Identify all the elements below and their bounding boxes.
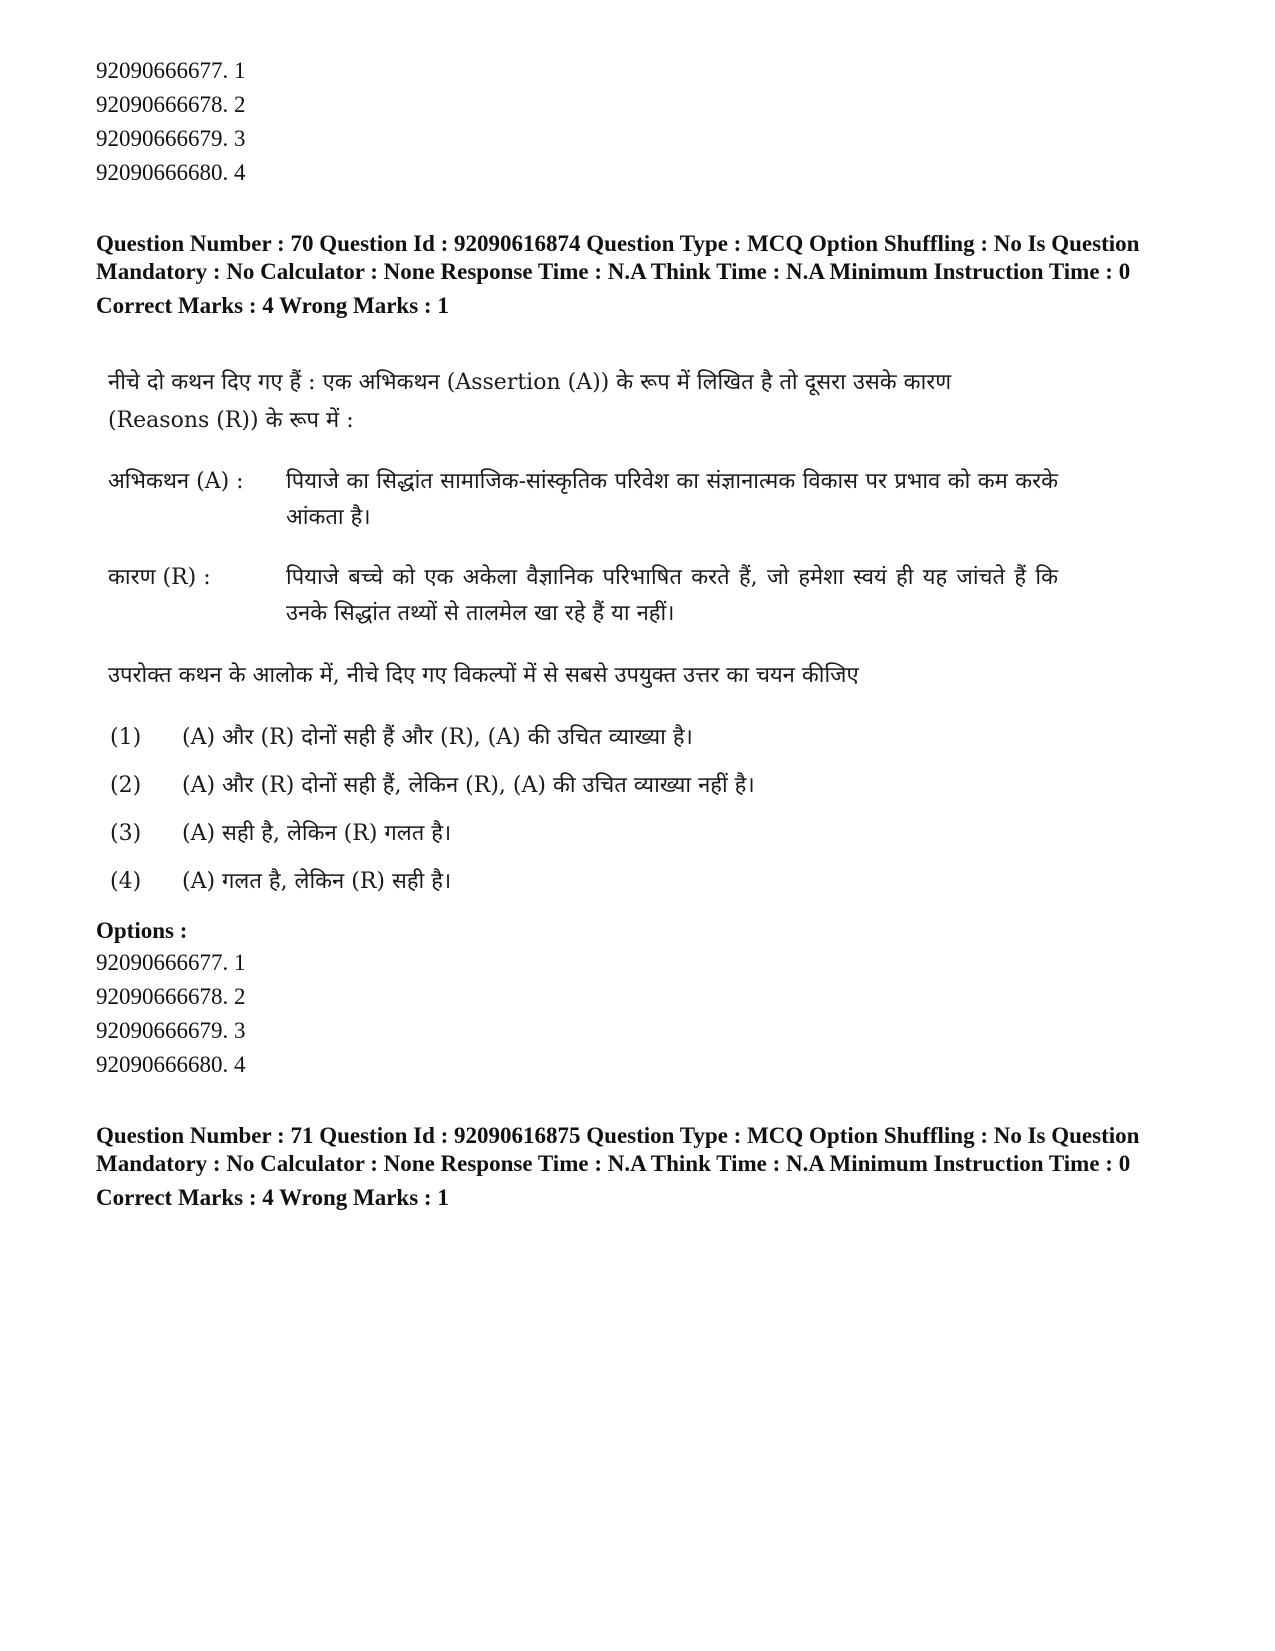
answer-choice bbox=[108, 858, 1058, 906]
choice-text: (A) सही है, लेकिन (R) गलत है। bbox=[182, 821, 452, 846]
option-item: 92090666677. 1 bbox=[96, 950, 246, 975]
option-item: 92090666677. 1 bbox=[96, 58, 246, 83]
reason-statement bbox=[108, 560, 1058, 632]
choice-number: (2) bbox=[110, 773, 142, 798]
choice-number: (3) bbox=[110, 821, 142, 846]
answer-choice bbox=[108, 714, 1058, 762]
choice-text: (A) गलत है, लेकिन (R) सही है। bbox=[182, 869, 452, 894]
assertion-statement bbox=[108, 464, 1058, 536]
question-70-options bbox=[96, 946, 246, 1082]
previous-options-list bbox=[96, 54, 246, 190]
question-meta: Question Number : 71 Question Id : 92090616875 Question Type : MCQ Option Shuffling : No Is Question Mandatory : No Calculator : None Response Time : N.A Think Time : N.A Minimum Instruction Time : 0 bbox=[96, 1123, 1140, 1176]
assertion-text: पियाजे का सिद्धांत सामाजिक-सांस्कृतिक परिवेश का संज्ञानात्मक विकास पर प्रभाव को कम करके आंकता है। bbox=[286, 469, 1058, 530]
question-meta: Question Number : 70 Question Id : 92090616874 Question Type : MCQ Option Shuffling : No Is Question Mandatory : No Calculator : None Response Time : N.A Think Time : N.A Minimum Instruction Time : 0 bbox=[96, 231, 1140, 284]
question-instruction: उपरोक्त कथन के आलोक में, नीचे दिए गए विकल्पों में से सबसे उपयुक्त उत्तर का चयन कीजिए bbox=[108, 663, 859, 688]
choice-text: (A) और (R) दोनों सही हैं, लेकिन (R), (A) की उचित व्याख्या नहीं है। bbox=[182, 773, 755, 798]
option-item: 92090666679. 3 bbox=[96, 126, 246, 151]
reason-text: पियाजे बच्चे को एक अकेला वैज्ञानिक परिभाषित करते हैं, जो हमेशा स्वयं ही यह जांचते हैं कि उनके सिद्धांत तथ्यों से तालमेल खा रहे हैं या नहीं। bbox=[286, 565, 1058, 626]
option-item: 92090666679. 3 bbox=[96, 1018, 246, 1043]
answer-choice bbox=[108, 810, 1058, 858]
question-marks: Correct Marks : 4 Wrong Marks : 1 bbox=[96, 1185, 449, 1210]
choice-number: (4) bbox=[110, 869, 142, 894]
option-item: 92090666678. 2 bbox=[96, 92, 246, 117]
choice-number: (1) bbox=[110, 725, 142, 750]
choice-text: (A) और (R) दोनों सही हैं और (R), (A) की उचित व्याख्या है। bbox=[182, 725, 693, 750]
option-item: 92090666680. 4 bbox=[96, 1052, 246, 1077]
option-item: 92090666678. 2 bbox=[96, 984, 246, 1009]
answer-choice bbox=[108, 762, 1058, 810]
options-title: Options : bbox=[96, 918, 188, 943]
reason-label: कारण (R) : bbox=[108, 565, 211, 590]
question-71-header bbox=[96, 1122, 1176, 1212]
option-item: 92090666680. 4 bbox=[96, 160, 246, 185]
answer-choices bbox=[108, 714, 1058, 906]
assertion-label: अभिकथन (A) : bbox=[108, 469, 244, 494]
question-70-header bbox=[96, 230, 1176, 320]
question-70-body bbox=[108, 364, 1058, 906]
question-intro: नीचे दो कथन दिए गए हैं : एक अभिकथन (Assertion (A)) के रूप में लिखित है तो दूसरा उसके कारण (Reasons (R)) के रूप में : bbox=[108, 370, 952, 433]
question-marks: Correct Marks : 4 Wrong Marks : 1 bbox=[96, 293, 449, 318]
